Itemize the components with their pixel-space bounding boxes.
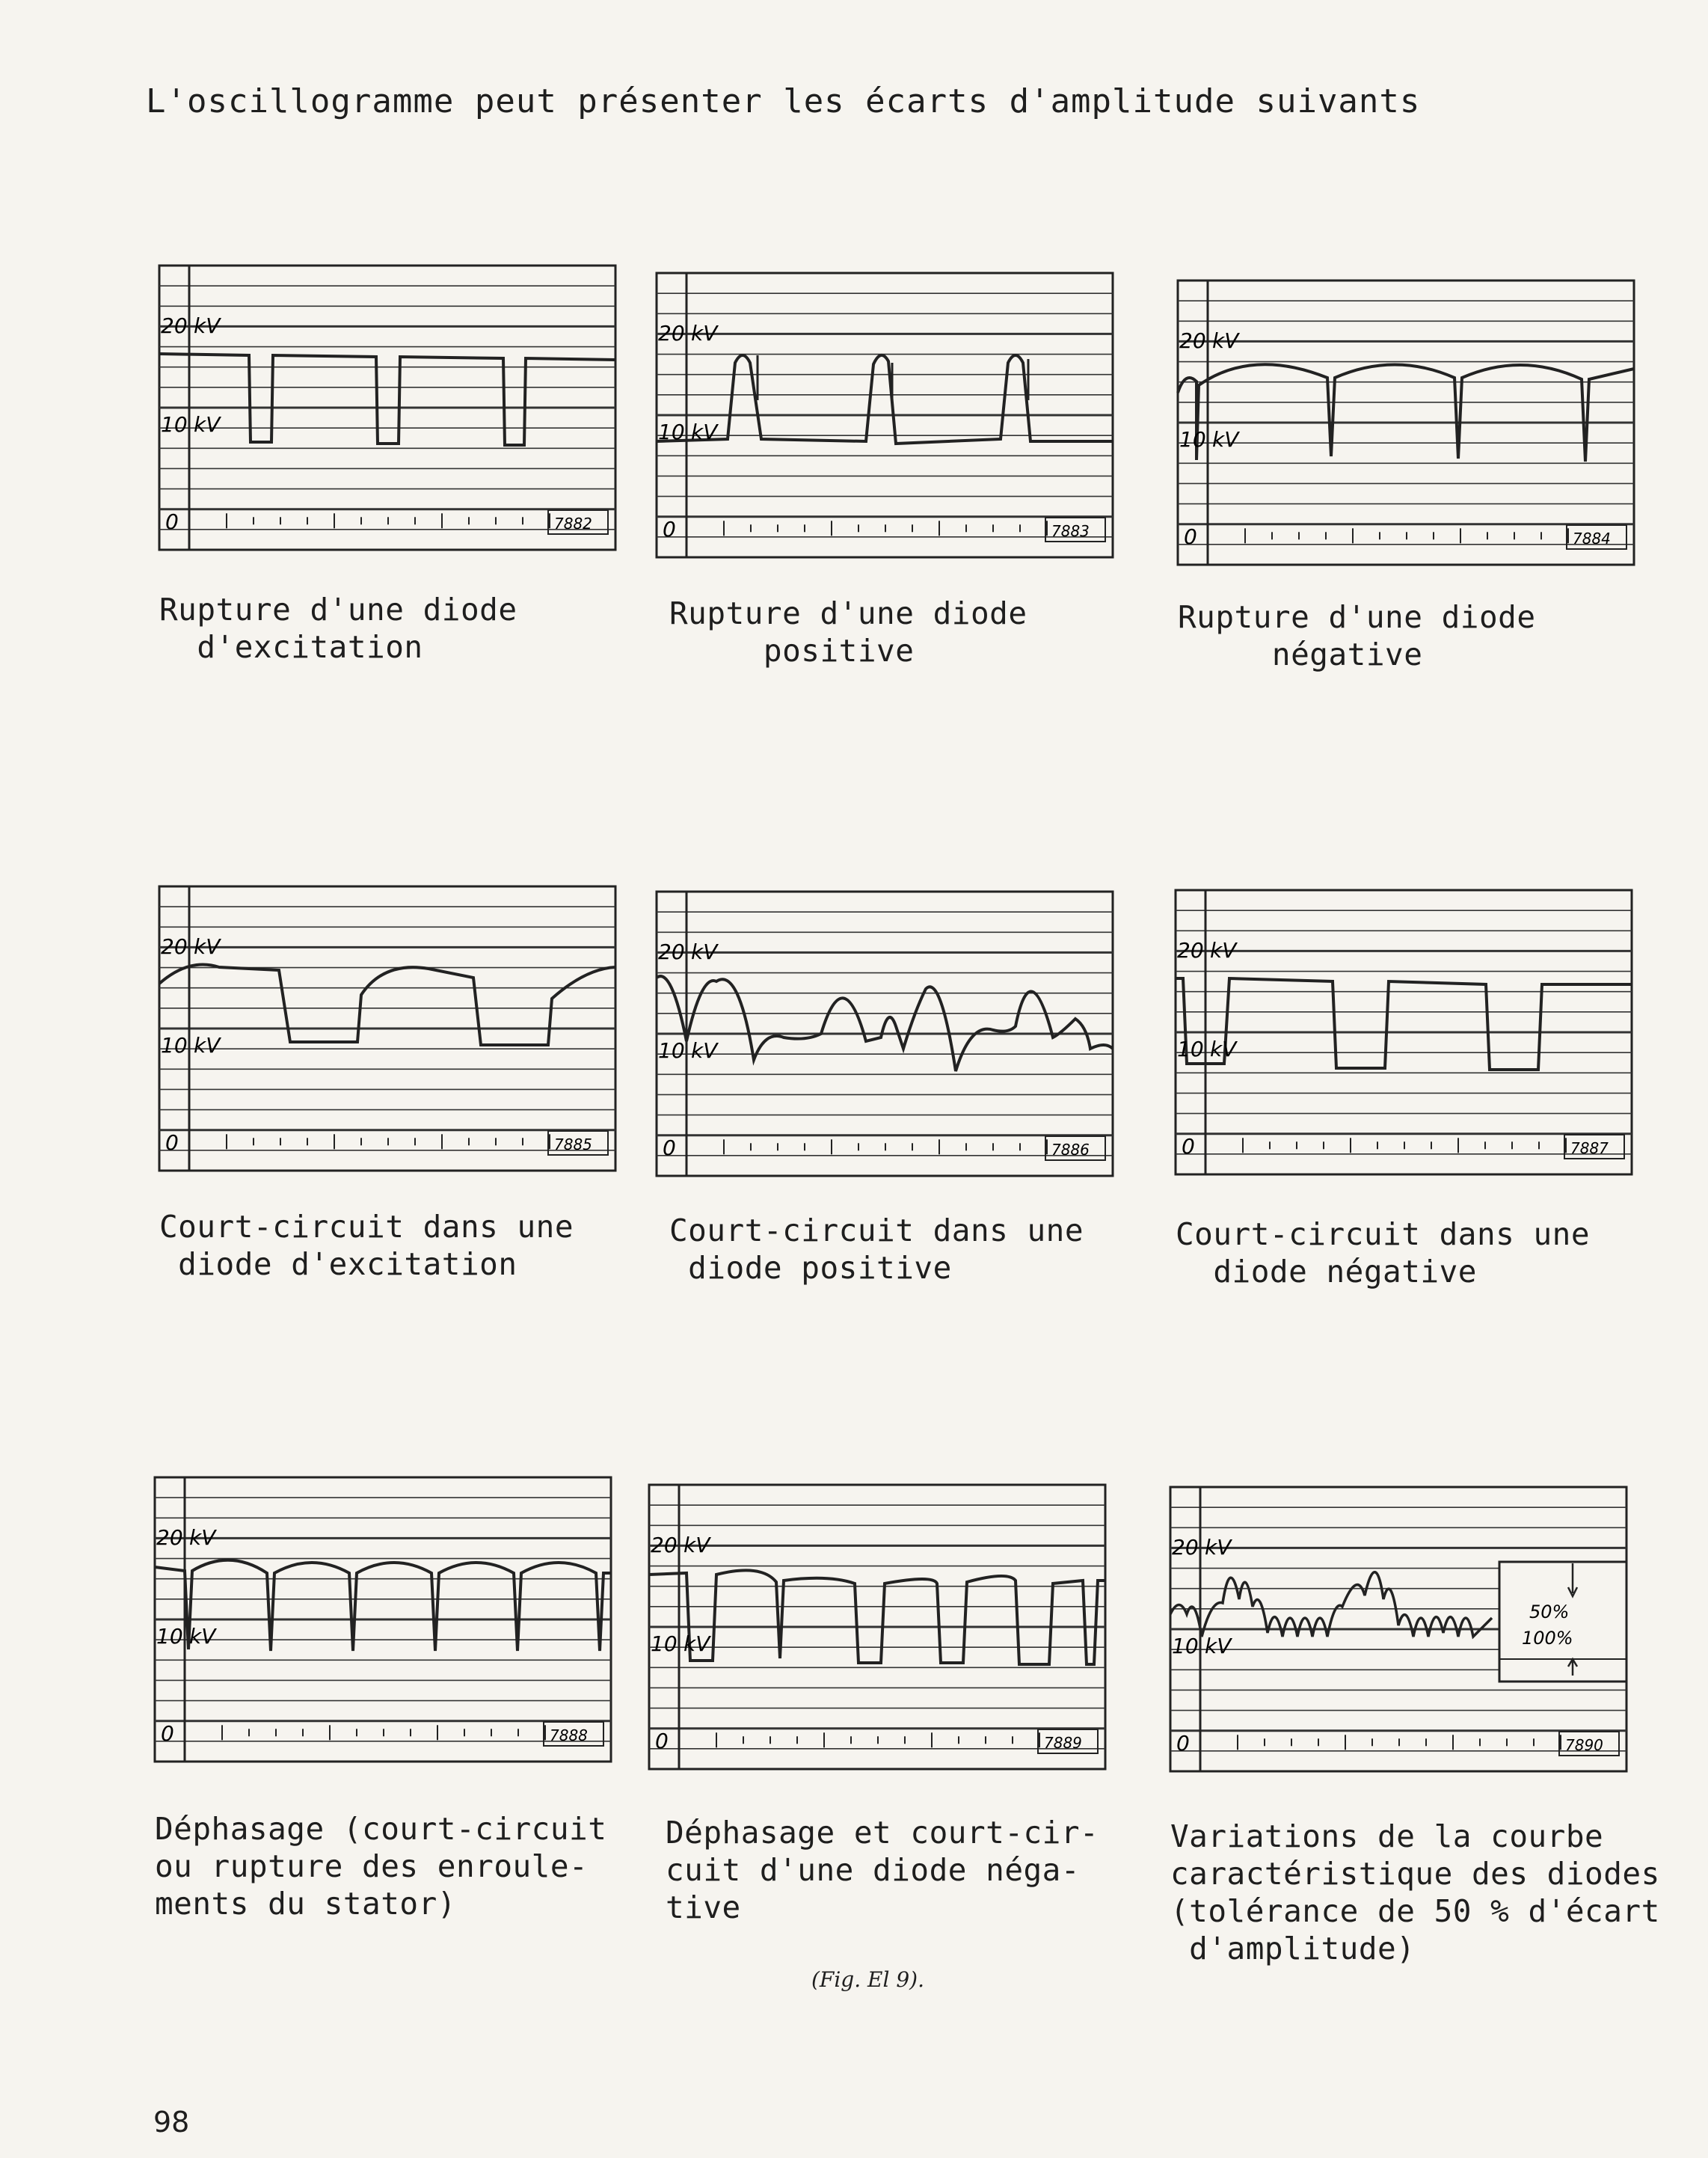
oscillogram-phase-shift <box>155 1477 611 1762</box>
caption: Rupture d'une diode négative <box>1178 599 1536 672</box>
page-heading: L'oscillogramme peut présenter les écarts d'amplitude suivants <box>146 82 1421 120</box>
svg-text:kV: kV <box>691 420 718 444</box>
svg-text:kV: kV <box>1205 1535 1232 1560</box>
oscillogram-diode-variation <box>1170 1487 1626 1771</box>
caption: Déphasage (court-circuit ou rupture des enroule- ments du stator) <box>155 1811 607 1922</box>
label-0: 0 <box>1182 1134 1195 1159</box>
oscillogram-panel <box>1170 1487 1626 1771</box>
svg-text:kV: kV <box>1210 938 1237 963</box>
reference-number: 7882 <box>554 515 592 533</box>
oscillogram-panel <box>649 1485 1105 1769</box>
oscillogram-panel <box>1178 281 1634 565</box>
label-10kv: 10 <box>161 1033 188 1058</box>
svg-text:kV: kV <box>194 1033 221 1058</box>
oscillogram-rupture-positive <box>657 273 1113 557</box>
oscillogram-rupture-excitation <box>159 266 615 550</box>
svg-text:kV: kV <box>194 934 221 959</box>
label-20kv: 20 <box>651 1533 678 1557</box>
caption: Rupture d'une diode positive <box>669 595 1027 669</box>
svg-text:kV: kV <box>189 1624 216 1649</box>
caption: Court-circuit dans une diode négative <box>1176 1216 1591 1290</box>
oscillogram-panel <box>155 1477 611 1762</box>
oscillogram-panel <box>657 273 1113 557</box>
label-10kv: 10 <box>1177 1037 1204 1061</box>
caption: Rupture d'une diode d'excitation <box>159 592 517 665</box>
svg-text:kV: kV <box>194 313 221 338</box>
label-10kv: 10 <box>658 1038 685 1063</box>
label-0: 0 <box>663 1135 676 1160</box>
svg-text:kV: kV <box>691 321 718 346</box>
label-0: 0 <box>165 509 179 534</box>
reference-number: 7886 <box>1051 1141 1090 1159</box>
tolerance-50: 50% <box>1529 1601 1570 1622</box>
label-20kv: 20 <box>1177 938 1204 963</box>
reference-number: 7883 <box>1051 522 1090 540</box>
label-10kv: 10 <box>1179 427 1206 452</box>
svg-text:kV: kV <box>189 1525 216 1550</box>
label-0: 0 <box>1176 1731 1190 1756</box>
reference-number: 7887 <box>1570 1139 1609 1157</box>
svg-text:kV: kV <box>1212 328 1239 353</box>
oscillogram-phase-shift-negative <box>649 1485 1105 1769</box>
page-number: 98 <box>153 2106 190 2139</box>
oscillogram-short-excitation <box>159 886 615 1171</box>
reference-number: 7889 <box>1044 1734 1082 1752</box>
label-10kv: 10 <box>161 412 188 437</box>
label-0: 0 <box>655 1729 669 1753</box>
label-20kv: 20 <box>1172 1535 1199 1560</box>
caption: Variations de la courbe caractéristique des diodes (tolérance de 50 % d'écart d'amplitude) <box>1170 1818 1660 1967</box>
caption: Déphasage et court-cir- cuit d'une diode néga- tive <box>666 1815 1099 1925</box>
reference-number: 7890 <box>1565 1736 1603 1754</box>
label-10kv: 10 <box>1172 1634 1199 1658</box>
label-10kv: 10 <box>658 420 685 444</box>
svg-text:kV: kV <box>683 1631 710 1656</box>
label-10kv: 10 <box>156 1624 183 1649</box>
oscillogram-short-negative <box>1176 890 1632 1174</box>
figure-label: (Fig. El 9). <box>811 1967 924 1992</box>
oscillogram-rupture-negative <box>1178 281 1634 565</box>
oscillogram-panel <box>657 892 1113 1176</box>
reference-number: 7885 <box>554 1135 592 1153</box>
svg-text:kV: kV <box>691 939 718 964</box>
oscillogram-panel <box>159 266 615 550</box>
svg-text:kV: kV <box>683 1533 710 1557</box>
label-20kv: 20 <box>156 1525 183 1550</box>
label-0: 0 <box>1184 524 1197 549</box>
svg-text:kV: kV <box>1212 427 1239 452</box>
reference-number: 7888 <box>550 1726 588 1744</box>
label-20kv: 20 <box>161 934 188 959</box>
label-20kv: 20 <box>658 321 685 346</box>
reference-number: 7884 <box>1573 530 1611 548</box>
svg-text:kV: kV <box>1210 1037 1237 1061</box>
label-0: 0 <box>663 517 676 542</box>
label-20kv: 20 <box>658 939 685 964</box>
label-10kv: 10 <box>651 1631 678 1656</box>
oscillogram-short-positive <box>657 892 1113 1176</box>
oscillogram-panel <box>159 886 615 1171</box>
svg-text:kV: kV <box>1205 1634 1232 1658</box>
caption: Court-circuit dans une diode d'excitation <box>159 1209 574 1282</box>
tolerance-100: 100% <box>1522 1628 1573 1649</box>
label-0: 0 <box>165 1130 179 1155</box>
svg-text:kV: kV <box>194 412 221 437</box>
svg-text:kV: kV <box>691 1038 718 1063</box>
label-20kv: 20 <box>161 313 188 338</box>
caption: Court-circuit dans une diode positive <box>669 1213 1084 1286</box>
oscillogram-panel <box>1176 890 1632 1174</box>
label-0: 0 <box>161 1721 174 1746</box>
label-20kv: 20 <box>1179 328 1206 353</box>
